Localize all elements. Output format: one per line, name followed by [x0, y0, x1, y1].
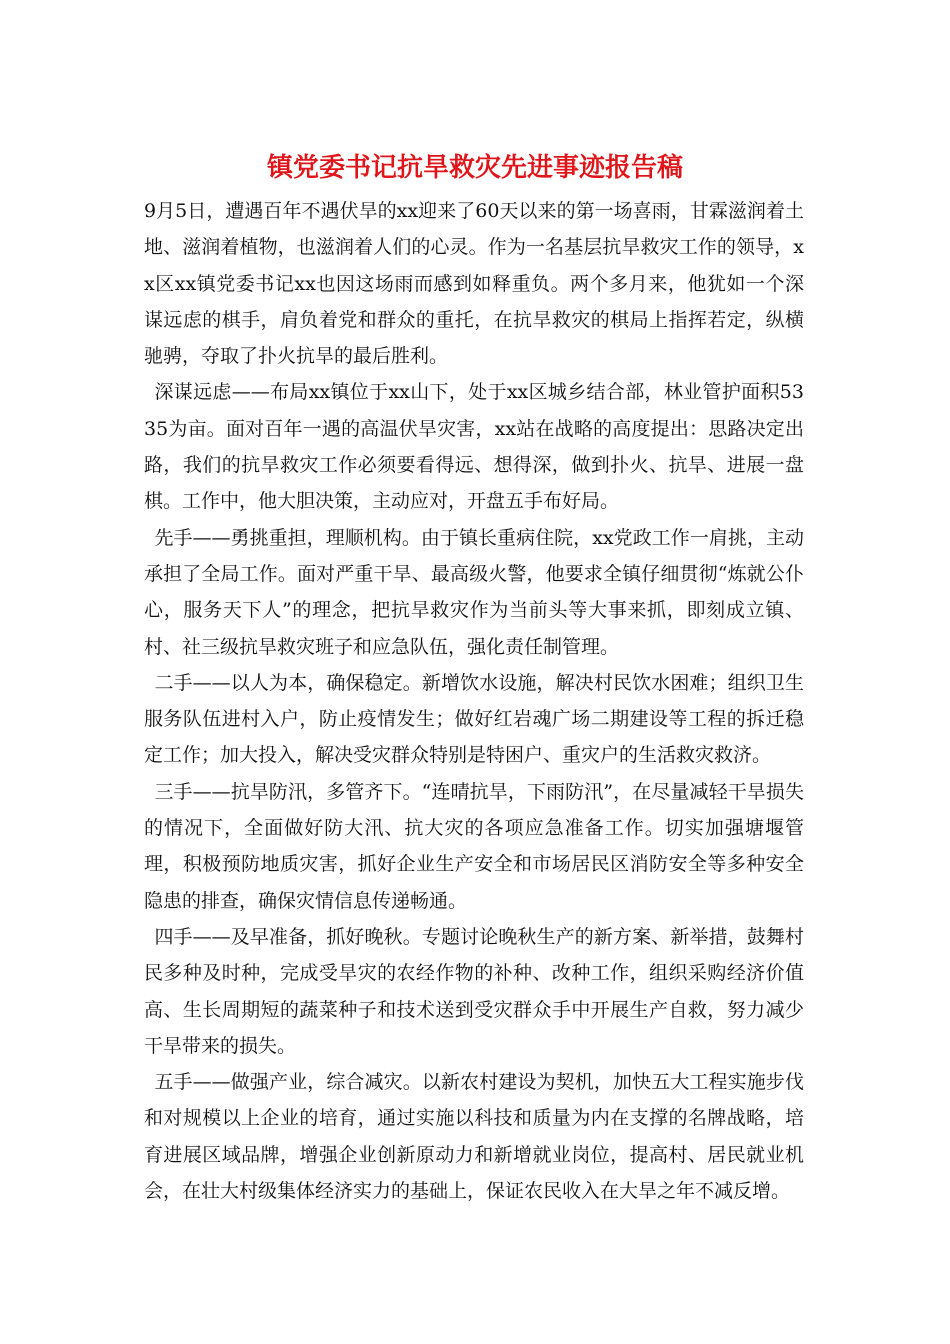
paragraph-intro: 9月5日，遭遇百年不遇伏旱的xx迎来了60天以来的第一场喜雨，甘霖滋润着土地、滋润着植物，也滋润着人们的心灵。作为一名基层抗旱救灾工作的领导，xx区xx镇党委书记xx也因这场雨而感到如释重负。两个多月来，他犹如一个深谋远虑的棋手，肩负着党和群众的重托，在抗旱救灾的棋局上指挥若定，纵横驰骋，夺取了扑火抗旱的最后胜利。 [144, 200, 804, 368]
paragraph-second-move: 二手——以人为本，确保稳定。新增饮水设施，解决村民饮水困难；组织卫生服务队伍进村入户，防止疫情发生；做好红岩魂广场二期建设等工程的拆迁稳定工作；加大投入，解决受灾群众特别是特困户、重灾户的生活救灾救济。 [144, 671, 804, 767]
document-body [144, 193, 804, 1209]
paragraph-layout: 深谋远虑——布局xx镇位于xx山下，处于xx区城乡结合部，林业管护面积5335为亩。面对百年一遇的高温伏旱灾害，xx站在战略的高度提出：思路决定出路，我们的抗旱救灾工作必须要看得远、想得深，做到扑火、抗旱、进展一盘棋。工作中，他大胆决策，主动应对，开盘五手布好局。 [144, 381, 804, 513]
paragraph-fourth-move: 四手——及早准备，抓好晚秋。专题讨论晚秋生产的新方案、新举措，鼓舞村民多种及时种，完成受旱灾的农经作物的补种、改种工作，组织采购经济价值高、生长周期短的蔬菜种子和技术送到受灾群众手中开展生产自救，努力减少干旱带来的损失。 [144, 925, 804, 1057]
paragraph-first-move: 先手——勇挑重担，理顺机构。由于镇长重病住院，xx党政工作一肩挑，主动承担了全局工作。面对严重干旱、最高级火警，他要求全镇仔细贯彻“炼就公仆心，服务天下人”的理念，把抗旱救灾作为当前头等大事来抓，即刻成立镇、村、社三级抗旱救灾班子和应急队伍，强化责任制管理。 [144, 526, 804, 658]
paragraph-third-move: 三手——抗旱防汛，多管齐下。“连晴抗旱，下雨防汛”，在尽量减轻干旱损失的情况下，全面做好防大汛、抗大灾的各项应急准备工作。切实加强塘堰管理，积极预防地质灾害，抓好企业生产安全和市场居民区消防安全等多种安全隐患的排查，确保灾情信息传递畅通。 [144, 780, 804, 912]
paragraph-fifth-move: 五手——做强产业，综合减灾。以新农村建设为契机，加快五大工程实施步伐和对规模以上企业的培育，通过实施以科技和质量为内在支撑的名牌战略，培育进展区域品牌，增强企业创新原动力和新增就业岗位，提高村、居民就业机会，在壮大村级集体经济实力的基础上，保证农民收入在大旱之年不减反增。 [144, 1071, 804, 1203]
document-title: 镇党委书记抗旱救灾先进事迹报告稿 [266, 153, 683, 183]
